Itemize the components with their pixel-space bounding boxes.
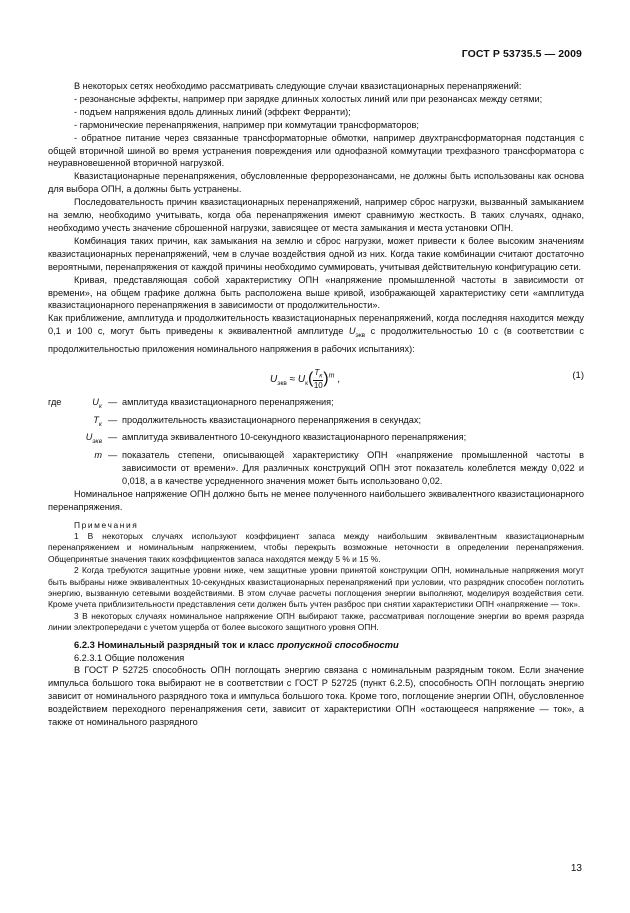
list-item: - обратное питание через связанные трансформаторные обмотки, например двухтрансформаторная подстанция с общей вторичной шиной во время устранения повреждения или однофазной коммутации трехфазного трансформатора с неуравновешенной вторичной нагрузкой. [48,132,584,169]
paren-close: ) [323,369,329,387]
list-item: - подъем напряжения вдоль длинных линий (эффект Ферранти); [74,106,351,117]
approx-sign: ≈ [289,373,296,385]
dash: — [108,450,118,461]
definition-text: амплитуда квазистационарного перенапряжения; [122,396,334,407]
exponent: m [328,372,335,380]
definition-row [48,396,584,414]
definition-symbol: m [94,450,102,461]
dash: — [108,396,118,407]
dash: — [108,432,118,443]
formula-expression [270,368,340,391]
definition-text: показатель степени, описывающей характеристику ОПН «напряжение промышленной частоты в зависимости от времени». Для различных конструкций ОПН этот показатель колеблется между 0,022 и 0,018, а в качестве усредненного значения может быть использовано 0,02. [122,450,584,486]
paragraph: Кривая, представляющая собой характеристику ОПН «напряжение промышленной частоты в зависимости от времени», на общем графике должна быть расположена выше кривой, изображающей характеристику сети «амплитуда квазистационарного перенапряжения в зависимости от продолжительности». [48,274,584,311]
page-number: 13 [570,863,582,874]
numerator-symbol: T [314,367,320,377]
note-item: 3 В некоторых случаях номинальное напряжение ОПН выбирают также, рассматривая поглощение энергии во время разряда линии электропередачи с учетом ущерба от более высокого защитного уровня ОПН. [48,610,584,633]
paragraph: Квазистационарные перенапряжения, обусловленные феррорезонансами, не должны быть использованы как основа для выбора ОПН, а должны быть устранены. [48,171,584,195]
notes-title: Примечания [74,519,139,530]
definition-row [48,431,584,449]
subsection-heading: 6.2.3.1 Общие положения [74,652,185,663]
definition-symbol [76,414,108,432]
formula-comma: , [337,373,341,385]
symbol: T [93,414,99,425]
paragraph: Комбинация таких причин, как замыкания на землю и сброс нагрузки, может привести к более высоким значениям квазистационарных перенапряжений, чем в случае воздействия одной из них. Когда такие комбинации считают достаточно вероятными, перенапряжения от каждой причины необходимо суммировать, учитывая действительную конфигурацию сети. [48,235,584,272]
symbol-sub: экв [92,438,102,446]
formula-lhs: U [270,373,278,385]
paragraph-part: Как приближение, амплитуда и продолжительность квазистационарных перенапряжений, когда последняя находится между 0,1 и 100 с, могут быть приведены к эквивалентной амплитуде [48,313,584,337]
definition-symbol [76,431,108,449]
fraction-numerator [313,368,323,382]
symbol-u: U [348,326,356,337]
note-item: 1 В некоторых случаях используют коэффициент запаса между наибольшим эквивалентным квазистационарным перенапряжением и номинальным напряжением, чтобы перекрыть возможные неточности в определении перенапряжения. Общепринятые значения таких коэффициентов запаса находятся между 5 % и 15 %. [48,531,584,564]
paragraph: Номинальное напряжение ОПН должно быть не менее полученного наибольшего эквивалентного квазистационарного перенапряжения. [48,488,584,512]
definition-symbol [76,396,108,414]
dash: — [108,414,118,425]
symbol: U [85,432,93,443]
notes-block [48,520,584,634]
formula-u: U [297,373,306,385]
fraction [313,368,323,391]
symbol-sub: экв [355,332,366,340]
symbol-sub: к [98,420,102,428]
document-body [48,80,584,729]
symbol: U [92,396,99,407]
paragraph [48,312,584,356]
symbol-sub: к [98,402,102,410]
paragraph: В ГОСТ Р 52725 способность ОПН поглощать энергию связана с номинальным разрядным током. Если значение импульса большого тока выбирают не в соответствии с ГОСТ Р 52725 (пункт 6.2.5), способность ОПН поглощать энергию зависит от номинального разрядного тока и импульса большого тока. Кроме того, поглощение энергии ОПН, обусловленное воздействием переходного перенапряжения сети, зависит от характеристики ОПН «остающееся напряжение — ток», а также от номинального разрядного [48,665,584,728]
section-heading-italic: пропускной способности [276,638,399,650]
section-heading-text: 6.2.3 Номинальный разрядный ток и класс [74,638,277,650]
paragraph: Последовательность причин квазистационарных перенапряжений, например сброс нагрузки, вызванный замыканием на землю, необходимо учитывать, когда оба перенапряжения имеют сравнимую жесткость. В таких случаях, однако, необходимо учесть значение сброшенной нагрузки, зависящее от места замыкания и места установки ОПН. [48,197,584,233]
definitions [48,396,584,488]
paragraph: В некоторых сетях необходимо рассматривать следующие случаи квазистационарных перенапряжений: [74,81,522,91]
list-item: - гармонические перенапряжения, например при коммутации трансформаторов; [74,119,419,130]
definition-text: амплитуда эквивалентного 10-секундного квазистационарного перенапряжения; [122,432,467,443]
where-label: где [48,396,62,407]
section-heading [48,639,584,652]
note-item: 2 Когда требуются защитные уровни ниже, чем защитные уровни принятой конструкции ОПН, номинальные напряжения могут быть выбраны ниже эквивалентных 10-секундных квазистационарных перенапряжений при условии, что разрядник способен поглотить энергию, вызванную сетевыми воздействиями. В этом случае расчеты поглощения энергии выполняют, моделируя воздействия сети. Кроме учета приблизительности представления сети должен быть учтен разброс при снятии характеристики ОПН «напряжение — ток». [48,565,584,610]
definition-row [48,414,584,432]
numerator-sub: к [319,372,323,380]
paragraph-part: с продолжительностью 10 с (в соответствии с продолжительностью приложения номинального напряжения в рабочих испытаниях): [48,326,584,354]
fraction-denominator: 10 [313,381,323,391]
formula-1 [48,360,584,394]
formula-u-sub: к [305,379,308,387]
definition-text: продолжительность квазистационарного перенапряжения в секундах; [122,414,422,425]
standard-header: ГОСТ Р 53735.5 — 2009 [461,48,582,60]
formula-number: (1) [572,369,584,381]
list-item: - резонансные эффекты, например при зарядке длинных холостых линий или при резонансах между сетями; [74,93,543,104]
definition-row [48,449,584,488]
formula-lhs-sub: экв [277,379,287,387]
paren-open: ( [308,369,314,387]
